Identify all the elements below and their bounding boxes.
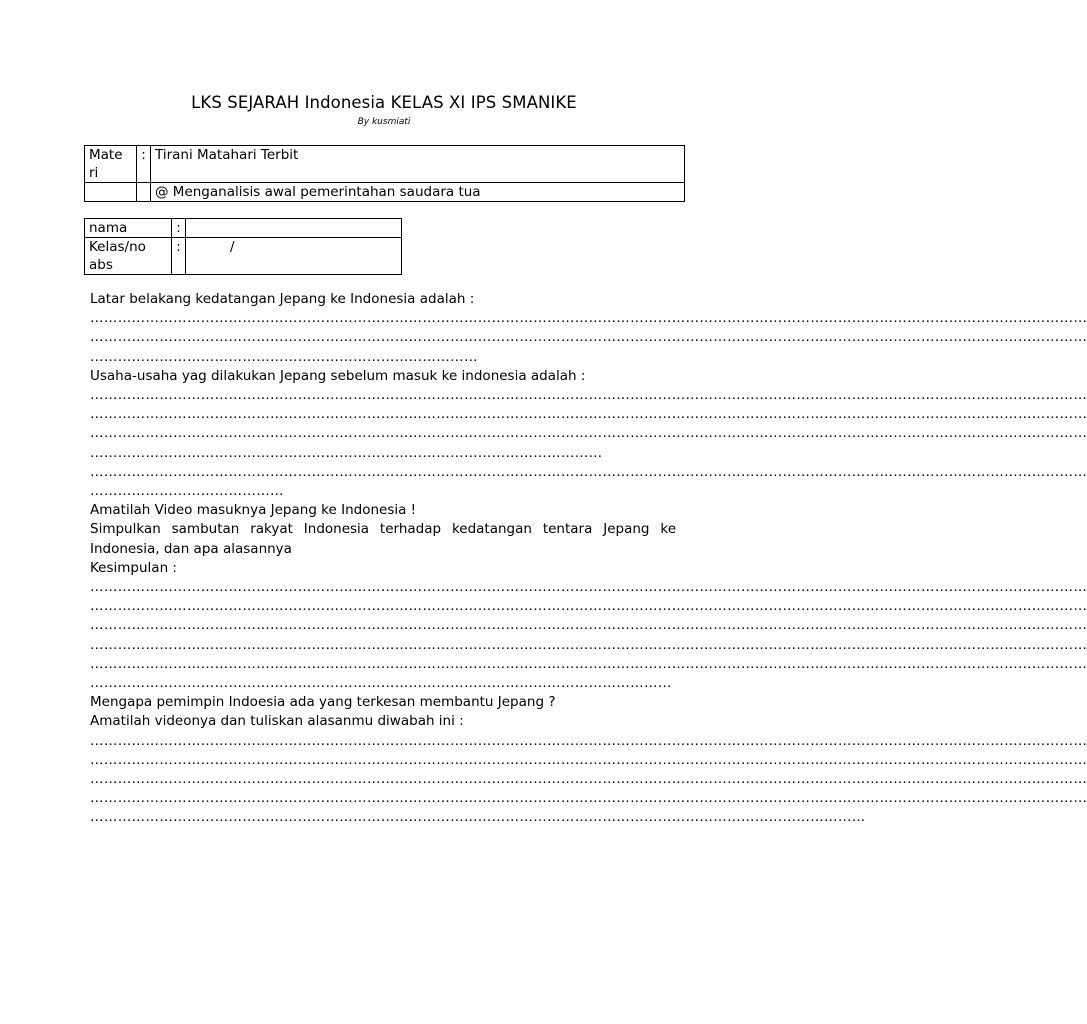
objective-empty-cell (85, 183, 137, 202)
kelas-label-cell (85, 238, 172, 275)
question-4: Mengapa pemimpin Indoesia ada yang terkesan membantu Jepang ? (90, 694, 556, 711)
answer-line[interactable]: ……………………………………………………………………………………………………………………………………………………………………………………………… (90, 463, 1087, 480)
materi-row (85, 146, 685, 183)
answer-line[interactable]: ………………………………………………………………………………………………… (90, 444, 603, 461)
answer-line[interactable]: ……………………………………………………………………………………………………………………………………………………………………………………………… (90, 329, 1087, 346)
answer-line[interactable]: ……………………………………………………………………………………………………………………………………………………………………………………………… (90, 771, 1087, 788)
kelas-colon: : (172, 238, 186, 275)
video-instruction: Amatilah Video masuknya Jepang ke Indonesia ! (90, 502, 417, 519)
materi-objective: @ Menganalisis awal pemerintahan saudara tua (151, 183, 685, 202)
objective-empty-colon-cell (137, 183, 151, 202)
answer-line[interactable]: ……………………………………………………………………………………………………………… (90, 675, 672, 692)
answer-line[interactable]: ……………………………………………………………………………………………………………………………………………………………………………………………… (90, 636, 1087, 653)
answer-line[interactable]: ………………………………………………………………………… (90, 348, 478, 365)
kelas-label-line1: Kelas/no (89, 239, 146, 255)
kelas-slash: / (230, 239, 235, 255)
answer-line[interactable]: ……………………………………………………………………………………………………………………………………………………………………………………………… (90, 617, 1087, 634)
kelas-field[interactable] (186, 238, 402, 275)
worksheet-body (90, 290, 1087, 828)
materi-topic: Tirani Matahari Terbit (151, 146, 685, 183)
kesimpulan-label: Kesimpulan : (90, 559, 177, 576)
answer-line[interactable]: ……………………………………………………………………………………………………………………………………………………………………………………………… (90, 387, 1087, 404)
answer-line[interactable]: ……………………………………………………………………………………………………………………………………………………………………………………………… (90, 406, 1087, 423)
materi-colon: : (137, 146, 151, 183)
objective-row (85, 183, 685, 202)
nama-label: nama (85, 219, 172, 238)
kelas-label-line2: abs (89, 257, 113, 273)
materi-table (84, 145, 685, 202)
document-title: LKS SEJARAH Indonesia KELAS XI IPS SMANIKE (191, 93, 577, 112)
nama-row (85, 219, 402, 238)
nama-field[interactable] (186, 219, 402, 238)
answer-line[interactable]: ……………………………………………………………………………………………………………………………………………………………………………………………… (90, 310, 1087, 327)
document-author: By kusmiati (357, 117, 411, 127)
answer-line[interactable]: ……………………………………………………………………………………………………………………………………………………………………………………………… (90, 751, 1087, 768)
materi-label-cell (85, 146, 137, 183)
answer-line[interactable]: ……………………………………………………………………………………………………………………………………………………………………………………………… (90, 579, 1087, 596)
question-3: Simpulkan sambutan rakyat Indonesia terhadap kedatangan tentara Jepang ke Indonesia, dan apa alasannya (90, 521, 676, 557)
question-2: Usaha-usaha yag dilakukan Jepang sebelum masuk ke indonesia adalah : (90, 367, 586, 384)
kelas-row (85, 238, 402, 275)
materi-label-line2: ri (89, 165, 99, 181)
answer-line[interactable]: …………………………………………………………………………………………………………………………………………………… (90, 809, 866, 826)
answer-line[interactable]: ……………………………………………………………………………………………………………………………………………………………………………………………… (90, 655, 1087, 672)
answer-line[interactable]: …………………………………… (90, 483, 284, 500)
video-instruction-2: Amatilah videonya dan tuliskan alasanmu diwabah ini : (90, 713, 464, 730)
answer-line[interactable]: ……………………………………………………………………………………………………………………………………………………………………………………………… (90, 790, 1087, 807)
answer-line[interactable]: ……………………………………………………………………………………………………………………………………………………………………………………………… (90, 425, 1087, 442)
answer-line[interactable]: ……………………………………………………………………………………………………………………………………………………………………………………………… (90, 598, 1087, 615)
nama-colon: : (172, 219, 186, 238)
student-info-table (84, 218, 402, 275)
answer-line[interactable]: ……………………………………………………………………………………………………………………………………………………………………………………………… (90, 732, 1087, 749)
materi-label-line1: Mate (89, 147, 123, 163)
question-1: Latar belakang kedatangan Jepang ke Indonesia adalah : (90, 291, 475, 307)
